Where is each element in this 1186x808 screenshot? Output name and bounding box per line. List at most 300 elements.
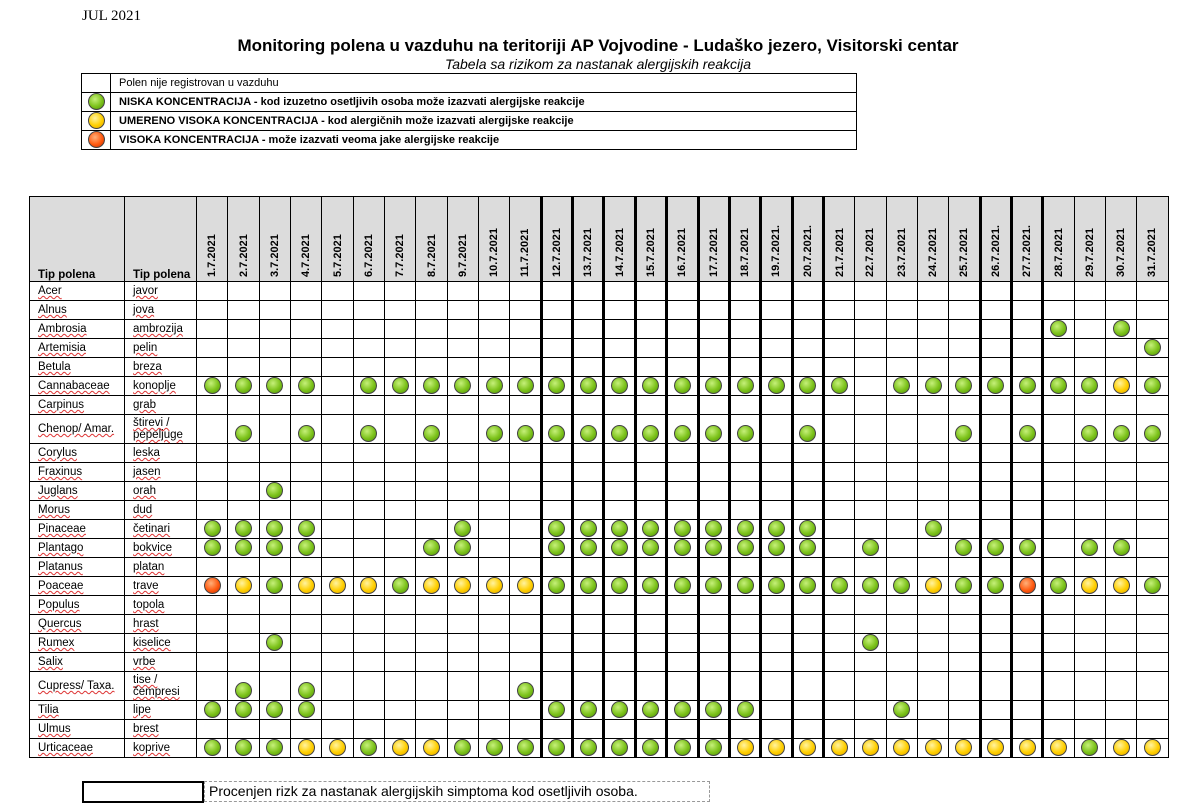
concentration-cell [573, 720, 604, 739]
low-concentration-dot [955, 377, 972, 394]
concentration-cell [447, 463, 478, 482]
low-concentration-dot [1081, 539, 1098, 556]
concentration-cell [886, 520, 917, 539]
date-label: 23.7.2021 [895, 228, 908, 277]
concentration-cell [416, 415, 447, 444]
pollen-local-name [125, 320, 197, 339]
concentration-cell [792, 596, 823, 615]
concentration-cell [197, 501, 228, 520]
low-concentration-dot [737, 425, 754, 442]
concentration-cell [1137, 577, 1168, 596]
legend-row [82, 112, 857, 131]
concentration-cell [635, 282, 666, 301]
concentration-cell [197, 701, 228, 720]
low-concentration-dot [88, 93, 105, 110]
concentration-cell [510, 320, 541, 339]
pollen-local-text: orah [133, 485, 157, 497]
concentration-cell [228, 377, 259, 396]
concentration-cell [949, 501, 980, 520]
concentration-cell [698, 463, 729, 482]
concentration-cell [197, 320, 228, 339]
pollen-latin-name [30, 463, 125, 482]
concentration-cell [980, 358, 1011, 377]
concentration-cell [416, 739, 447, 758]
date-label: 27.7.2021. [1021, 225, 1034, 277]
concentration-cell [855, 672, 886, 701]
concentration-cell [761, 634, 792, 653]
concentration-cell [228, 301, 259, 320]
concentration-cell [479, 320, 510, 339]
concentration-cell [510, 520, 541, 539]
low-concentration-dot [642, 377, 659, 394]
concentration-cell [635, 520, 666, 539]
concentration-cell [573, 596, 604, 615]
concentration-cell [886, 558, 917, 577]
concentration-cell [259, 596, 290, 615]
concentration-cell [573, 653, 604, 672]
pollen-local-name [125, 634, 197, 653]
concentration-cell [385, 596, 416, 615]
concentration-cell [949, 377, 980, 396]
pollen-local-text: tise / čempresi [133, 674, 180, 698]
date-header [604, 197, 635, 282]
concentration-cell [573, 282, 604, 301]
pollen-local-text: konoplje [133, 380, 176, 392]
concentration-cell [479, 396, 510, 415]
low-concentration-dot [893, 701, 910, 718]
concentration-cell [1105, 282, 1136, 301]
concentration-cell [447, 653, 478, 672]
concentration-cell [761, 577, 792, 596]
concentration-cell [228, 701, 259, 720]
concentration-cell [886, 282, 917, 301]
concentration-cell [322, 339, 353, 358]
concentration-cell [1074, 358, 1105, 377]
low-concentration-dot [580, 739, 597, 756]
date-label: 24.7.2021 [927, 228, 940, 277]
concentration-cell [322, 320, 353, 339]
low-concentration-dot [517, 682, 534, 699]
concentration-cell [949, 396, 980, 415]
concentration-cell [1105, 320, 1136, 339]
concentration-cell [635, 739, 666, 758]
concentration-cell [228, 415, 259, 444]
table-row [30, 501, 1169, 520]
concentration-cell [291, 320, 322, 339]
concentration-cell [667, 463, 698, 482]
concentration-cell [823, 720, 854, 739]
concentration-cell [1137, 720, 1168, 739]
concentration-cell [823, 501, 854, 520]
concentration-cell [1105, 396, 1136, 415]
concentration-cell [479, 520, 510, 539]
legend-swatch [82, 93, 111, 112]
pollen-local-name [125, 463, 197, 482]
concentration-cell [635, 720, 666, 739]
concentration-cell [259, 501, 290, 520]
concentration-cell [322, 396, 353, 415]
concentration-cell [761, 558, 792, 577]
table-row [30, 444, 1169, 463]
low-concentration-dot [235, 377, 252, 394]
concentration-cell [1043, 463, 1074, 482]
concentration-cell [228, 320, 259, 339]
pollen-local-text: lipe [133, 704, 151, 716]
concentration-cell [949, 463, 980, 482]
concentration-cell [541, 501, 572, 520]
date-label: 22.7.2021 [864, 228, 877, 277]
low-concentration-dot [674, 425, 691, 442]
concentration-cell [259, 520, 290, 539]
concentration-cell [1105, 463, 1136, 482]
concentration-cell [510, 739, 541, 758]
low-concentration-dot [1113, 425, 1130, 442]
low-concentration-dot [235, 539, 252, 556]
date-label: 8.7.2021 [425, 234, 438, 277]
concentration-cell [667, 672, 698, 701]
table-row [30, 720, 1169, 739]
date-label: 5.7.2021 [331, 234, 344, 277]
moderate-concentration-dot [517, 577, 534, 594]
concentration-cell [823, 377, 854, 396]
concentration-cell [1043, 520, 1074, 539]
concentration-cell [510, 482, 541, 501]
concentration-cell [823, 482, 854, 501]
low-concentration-dot [454, 520, 471, 537]
concentration-cell [322, 415, 353, 444]
concentration-cell [541, 739, 572, 758]
pollen-local-name [125, 577, 197, 596]
low-concentration-dot [611, 539, 628, 556]
pollen-local-text: koprive [133, 742, 171, 754]
concentration-cell [635, 358, 666, 377]
concentration-cell [635, 377, 666, 396]
concentration-cell [353, 672, 384, 701]
concentration-cell [980, 653, 1011, 672]
pollen-local-text: leska [133, 447, 160, 459]
concentration-cell [980, 482, 1011, 501]
concentration-cell [479, 701, 510, 720]
low-concentration-dot [611, 520, 628, 537]
concentration-cell [291, 558, 322, 577]
concentration-cell [604, 520, 635, 539]
date-label: 13.7.2021 [582, 228, 595, 277]
low-concentration-dot [204, 701, 221, 718]
concentration-cell [479, 501, 510, 520]
low-concentration-dot [737, 539, 754, 556]
date-label: 2.7.2021 [237, 234, 250, 277]
concentration-cell [855, 358, 886, 377]
pollen-latin-text: Morus [38, 504, 70, 516]
concentration-cell [729, 701, 760, 720]
concentration-cell [447, 520, 478, 539]
concentration-cell [322, 520, 353, 539]
table-row [30, 615, 1169, 634]
concentration-cell [573, 301, 604, 320]
concentration-cell [855, 482, 886, 501]
concentration-cell [1043, 634, 1074, 653]
concentration-cell [886, 339, 917, 358]
moderate-concentration-dot [987, 739, 1004, 756]
concentration-cell [228, 577, 259, 596]
concentration-cell [855, 634, 886, 653]
pollen-latin-name [30, 672, 125, 701]
concentration-cell [353, 444, 384, 463]
pollen-local-name [125, 520, 197, 539]
concentration-cell [228, 615, 259, 634]
moderate-concentration-dot [360, 577, 377, 594]
concentration-cell [886, 539, 917, 558]
legend-level-name: UMERENO VISOKA KONCENTRACIJA [119, 115, 319, 127]
concentration-cell [635, 539, 666, 558]
concentration-cell [541, 482, 572, 501]
concentration-cell [573, 558, 604, 577]
concentration-cell [949, 358, 980, 377]
concentration-cell [479, 672, 510, 701]
low-concentration-dot [548, 520, 565, 537]
pollen-local-text: štirevi / pepeljuge [133, 417, 183, 441]
concentration-cell [917, 301, 948, 320]
low-concentration-dot [517, 425, 534, 442]
moderate-concentration-dot [925, 577, 942, 594]
pollen-local-name [125, 415, 197, 444]
concentration-cell [228, 539, 259, 558]
concentration-cell [792, 672, 823, 701]
low-concentration-dot [298, 425, 315, 442]
concentration-cell [353, 377, 384, 396]
concentration-cell [541, 282, 572, 301]
low-concentration-dot [580, 539, 597, 556]
pollen-latin-name [30, 520, 125, 539]
low-concentration-dot [799, 539, 816, 556]
concentration-cell [385, 739, 416, 758]
concentration-cell [792, 634, 823, 653]
concentration-cell [259, 482, 290, 501]
concentration-cell [1137, 320, 1168, 339]
pollen-latin-name [30, 701, 125, 720]
concentration-cell [886, 463, 917, 482]
concentration-cell [353, 739, 384, 758]
concentration-cell [322, 720, 353, 739]
pollen-local-name [125, 739, 197, 758]
concentration-cell [353, 301, 384, 320]
concentration-cell [792, 301, 823, 320]
concentration-cell [573, 539, 604, 558]
concentration-cell [1074, 415, 1105, 444]
concentration-cell [416, 520, 447, 539]
table-row [30, 596, 1169, 615]
concentration-cell [1105, 672, 1136, 701]
low-concentration-dot [360, 739, 377, 756]
legend-level-desc: - kod izuzetno osetljivih osoba može izazvati alergijske reakcije [250, 96, 585, 108]
low-concentration-dot [642, 425, 659, 442]
concentration-cell [729, 482, 760, 501]
concentration-cell [197, 720, 228, 739]
concentration-cell [510, 358, 541, 377]
pollen-latin-name [30, 720, 125, 739]
concentration-cell [1137, 482, 1168, 501]
concentration-cell [353, 501, 384, 520]
moderate-concentration-dot [298, 577, 315, 594]
concentration-cell [949, 339, 980, 358]
concentration-cell [1137, 672, 1168, 701]
concentration-cell [197, 396, 228, 415]
pollen-local-name [125, 653, 197, 672]
pollen-latin-name [30, 653, 125, 672]
concentration-cell [604, 615, 635, 634]
concentration-cell [573, 444, 604, 463]
pollen-local-name [125, 539, 197, 558]
low-concentration-dot [862, 634, 879, 651]
pollen-table [29, 196, 1169, 758]
concentration-cell [886, 634, 917, 653]
concentration-cell [604, 339, 635, 358]
low-concentration-dot [580, 520, 597, 537]
concentration-cell [729, 577, 760, 596]
pollen-latin-text: Fraxinus [38, 466, 83, 478]
concentration-cell [416, 596, 447, 615]
concentration-cell [1074, 720, 1105, 739]
concentration-cell [917, 415, 948, 444]
low-concentration-dot [486, 425, 503, 442]
pollen-local-text: četinari [133, 523, 171, 535]
concentration-cell [698, 653, 729, 672]
concentration-cell [761, 596, 792, 615]
concentration-cell [980, 739, 1011, 758]
concentration-cell [197, 653, 228, 672]
concentration-cell [228, 501, 259, 520]
concentration-cell [447, 320, 478, 339]
concentration-cell [667, 577, 698, 596]
concentration-cell [416, 396, 447, 415]
concentration-cell [259, 539, 290, 558]
concentration-cell [823, 577, 854, 596]
concentration-cell [667, 653, 698, 672]
date-label: 31.7.2021 [1146, 228, 1159, 277]
concentration-cell [855, 558, 886, 577]
footer-note: Procenjen rizk za nastanak alergijskih simptoma kod osetljivih osoba. [204, 781, 710, 802]
pollen-local-name [125, 701, 197, 720]
low-concentration-dot [674, 577, 691, 594]
concentration-cell [353, 615, 384, 634]
concentration-cell [416, 634, 447, 653]
concentration-cell [197, 301, 228, 320]
concentration-cell [228, 634, 259, 653]
concentration-cell [228, 339, 259, 358]
concentration-cell [353, 653, 384, 672]
concentration-cell [1074, 301, 1105, 320]
concentration-cell [385, 615, 416, 634]
concentration-cell [1105, 339, 1136, 358]
low-concentration-dot [987, 539, 1004, 556]
concentration-cell [1011, 358, 1042, 377]
concentration-cell [291, 415, 322, 444]
concentration-cell [1137, 634, 1168, 653]
low-concentration-dot [266, 739, 283, 756]
concentration-cell [917, 358, 948, 377]
concentration-cell [917, 701, 948, 720]
concentration-cell [667, 501, 698, 520]
legend-text [111, 131, 857, 150]
concentration-cell [949, 739, 980, 758]
concentration-cell [385, 482, 416, 501]
concentration-cell [949, 558, 980, 577]
concentration-cell [667, 596, 698, 615]
concentration-cell [291, 520, 322, 539]
concentration-cell [259, 377, 290, 396]
concentration-cell [416, 444, 447, 463]
table-row [30, 701, 1169, 720]
concentration-cell [385, 463, 416, 482]
concentration-cell [604, 634, 635, 653]
concentration-cell [447, 339, 478, 358]
concentration-cell [353, 320, 384, 339]
concentration-cell [855, 653, 886, 672]
concentration-cell [447, 377, 478, 396]
low-concentration-dot [548, 425, 565, 442]
low-concentration-dot [423, 377, 440, 394]
concentration-cell [886, 415, 917, 444]
date-header [792, 197, 823, 282]
concentration-cell [917, 634, 948, 653]
pollen-latin-name [30, 615, 125, 634]
concentration-cell [1043, 539, 1074, 558]
concentration-cell [510, 558, 541, 577]
concentration-cell [447, 444, 478, 463]
low-concentration-dot [674, 739, 691, 756]
concentration-cell [886, 739, 917, 758]
concentration-cell [886, 377, 917, 396]
concentration-cell [604, 653, 635, 672]
concentration-cell [698, 520, 729, 539]
concentration-cell [1043, 377, 1074, 396]
concentration-cell [980, 539, 1011, 558]
low-concentration-dot [737, 577, 754, 594]
concentration-cell [792, 720, 823, 739]
low-concentration-dot [548, 377, 565, 394]
concentration-cell [1137, 558, 1168, 577]
concentration-cell [353, 520, 384, 539]
concentration-cell [792, 539, 823, 558]
concentration-cell [479, 720, 510, 739]
pollen-latin-name [30, 501, 125, 520]
concentration-cell [291, 577, 322, 596]
concentration-cell [510, 615, 541, 634]
concentration-cell [855, 577, 886, 596]
concentration-cell [259, 701, 290, 720]
pollen-latin-text: Alnus [38, 304, 67, 316]
low-concentration-dot [611, 425, 628, 442]
concentration-cell [823, 539, 854, 558]
pollen-local-name [125, 396, 197, 415]
concentration-cell [792, 282, 823, 301]
pollen-local-text: vrbe [133, 656, 156, 668]
concentration-cell [385, 444, 416, 463]
low-concentration-dot [987, 577, 1004, 594]
pollen-latin-text: Ambrosia [38, 323, 87, 335]
pollen-latin-text: Populus [38, 599, 80, 611]
low-concentration-dot [642, 577, 659, 594]
concentration-cell [823, 339, 854, 358]
concentration-cell [541, 577, 572, 596]
concentration-cell [197, 358, 228, 377]
low-concentration-dot [486, 377, 503, 394]
concentration-cell [479, 282, 510, 301]
concentration-cell [447, 415, 478, 444]
concentration-cell [698, 501, 729, 520]
concentration-cell [635, 701, 666, 720]
concentration-cell [886, 653, 917, 672]
